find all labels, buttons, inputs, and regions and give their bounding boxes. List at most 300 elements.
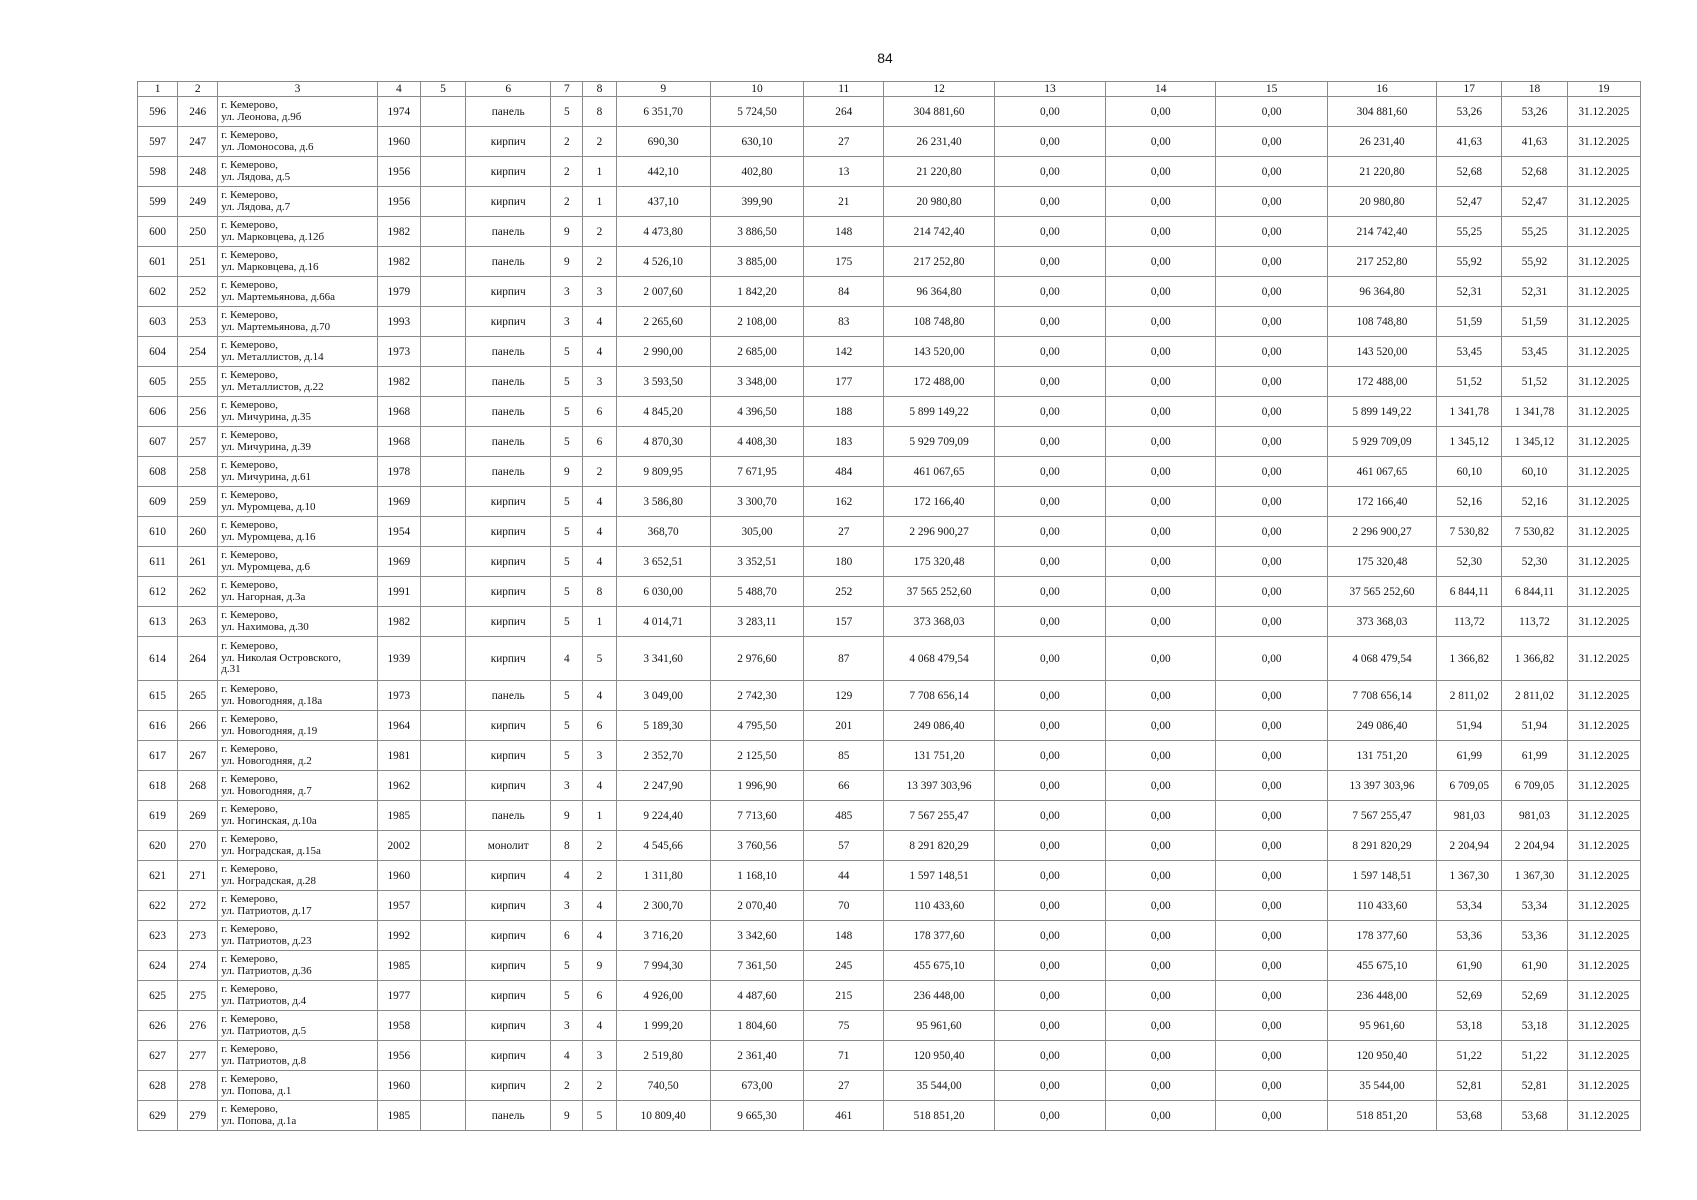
table-cell: 20 980,80 (1327, 187, 1436, 217)
address-cell: г. Кемерово, ул. Ноградская, д.28 (218, 861, 378, 891)
column-header: 15 (1216, 82, 1327, 97)
table-cell: 981,03 (1437, 801, 1502, 831)
table-cell: 31.12.2025 (1567, 397, 1640, 427)
table-cell: 0,00 (1106, 921, 1216, 951)
column-header: 16 (1327, 82, 1436, 97)
table-cell: 622 (138, 891, 178, 921)
table-cell: 0,00 (1106, 307, 1216, 337)
table-cell: 21 (804, 187, 884, 217)
table-cell: 53,68 (1437, 1101, 1502, 1131)
table-cell: 1977 (377, 981, 420, 1011)
table-cell: 2 204,94 (1502, 831, 1567, 861)
table-cell: 1 311,80 (616, 861, 710, 891)
table-cell: 31.12.2025 (1567, 741, 1640, 771)
table-cell: 2 (551, 157, 583, 187)
table-cell: 4 845,20 (616, 397, 710, 427)
table-row (138, 397, 1641, 427)
table-cell: 2 (551, 127, 583, 157)
table-cell: 2 125,50 (710, 741, 803, 771)
table-cell: 270 (178, 831, 218, 861)
table-cell: 4 (583, 517, 616, 547)
table-cell: 9 (551, 801, 583, 831)
table-cell: 27 (804, 517, 884, 547)
table-cell: 0,00 (1216, 397, 1327, 427)
table-row (138, 307, 1641, 337)
table-row (138, 277, 1641, 307)
table-cell: 27 (804, 127, 884, 157)
table-cell: кирпич (466, 951, 551, 981)
table-cell: 621 (138, 861, 178, 891)
table-cell: 0,00 (1216, 951, 1327, 981)
table-cell (420, 277, 465, 307)
table-cell: 268 (178, 771, 218, 801)
table-cell: 4 (583, 681, 616, 711)
table-cell (420, 951, 465, 981)
table-cell: 31.12.2025 (1567, 187, 1640, 217)
address-cell: г. Кемерово, ул. Муромцева, д.16 (218, 517, 378, 547)
table-cell: 1968 (377, 427, 420, 457)
table-row (138, 517, 1641, 547)
table-cell: панель (466, 457, 551, 487)
column-header: 8 (583, 82, 616, 97)
table-cell: 2 976,60 (710, 637, 803, 681)
table-cell: 108 748,80 (884, 307, 994, 337)
table-cell: 3 348,00 (710, 367, 803, 397)
table-cell: 96 364,80 (884, 277, 994, 307)
column-header: 7 (551, 82, 583, 97)
table-cell: 0,00 (1216, 921, 1327, 951)
table-cell: 53,36 (1437, 921, 1502, 951)
table-cell: 247 (178, 127, 218, 157)
table-cell: 0,00 (1106, 637, 1216, 681)
table-cell: 1981 (377, 741, 420, 771)
table-cell: 214 742,40 (1327, 217, 1436, 247)
table-cell: 4 (551, 861, 583, 891)
table-cell: панель (466, 97, 551, 127)
table-cell: 178 377,60 (1327, 921, 1436, 951)
table-cell: 21 220,80 (1327, 157, 1436, 187)
table-cell: 53,26 (1502, 97, 1567, 127)
table-cell: 249 (178, 187, 218, 217)
table-cell: 249 086,40 (884, 711, 994, 741)
address-cell: г. Кемерово, ул. Мартемьянова, д.70 (218, 307, 378, 337)
table-cell (420, 831, 465, 861)
table-cell: 604 (138, 337, 178, 367)
table-cell: 596 (138, 97, 178, 127)
table-cell: 1 597 148,51 (884, 861, 994, 891)
table-row (138, 97, 1641, 127)
table-cell: 9 224,40 (616, 801, 710, 831)
address-cell: г. Кемерово, ул. Мартемьянова, д.66а (218, 277, 378, 307)
table-cell: 5 (551, 607, 583, 637)
table-cell: 1969 (377, 547, 420, 577)
table-cell: 177 (804, 367, 884, 397)
table-cell: 52,31 (1502, 277, 1567, 307)
table-cell: 275 (178, 981, 218, 1011)
table-cell: 0,00 (994, 741, 1105, 771)
table-row (138, 547, 1641, 577)
table-cell (420, 607, 465, 637)
table-cell: монолит (466, 831, 551, 861)
table-cell (420, 367, 465, 397)
table-cell: 13 (804, 157, 884, 187)
table-cell: 52,69 (1502, 981, 1567, 1011)
table-cell: 461 067,65 (884, 457, 994, 487)
table-cell (420, 247, 465, 277)
table-cell: 66 (804, 771, 884, 801)
table-cell: 8 (551, 831, 583, 861)
table-cell: 5 488,70 (710, 577, 803, 607)
table-cell: 4 396,50 (710, 397, 803, 427)
table-cell: 613 (138, 607, 178, 637)
address-cell: г. Кемерово, ул. Мичурина, д.35 (218, 397, 378, 427)
table-cell: панель (466, 397, 551, 427)
table-cell: 455 675,10 (884, 951, 994, 981)
table-cell: 3 300,70 (710, 487, 803, 517)
table-cell: 279 (178, 1101, 218, 1131)
table-cell: 277 (178, 1041, 218, 1071)
table-cell: 3 341,60 (616, 637, 710, 681)
table-cell: 0,00 (994, 427, 1105, 457)
table-cell: 8 (583, 97, 616, 127)
table-cell: 2 (583, 127, 616, 157)
table-cell: 31.12.2025 (1567, 127, 1640, 157)
table-cell: 0,00 (1106, 427, 1216, 457)
table-cell: 611 (138, 547, 178, 577)
column-header: 13 (994, 82, 1105, 97)
column-header: 9 (616, 82, 710, 97)
table-cell: кирпич (466, 157, 551, 187)
table-cell (420, 637, 465, 681)
table-cell: 55,92 (1502, 247, 1567, 277)
table-cell: 1968 (377, 397, 420, 427)
column-number-header-row (138, 82, 1641, 97)
table-cell: 31.12.2025 (1567, 891, 1640, 921)
table-cell: 0,00 (1216, 97, 1327, 127)
table-cell: 6 709,05 (1437, 771, 1502, 801)
table-cell (420, 547, 465, 577)
table-cell: 260 (178, 517, 218, 547)
table-cell: 0,00 (1216, 981, 1327, 1011)
table-cell: 1992 (377, 921, 420, 951)
table-cell: 57 (804, 831, 884, 861)
table-cell: 52,31 (1437, 277, 1502, 307)
table-cell: 2 247,90 (616, 771, 710, 801)
table-cell: 597 (138, 127, 178, 157)
table-cell: 2 (583, 247, 616, 277)
table-cell: 4 068 479,54 (1327, 637, 1436, 681)
table-cell: 5 724,50 (710, 97, 803, 127)
table-cell: кирпич (466, 187, 551, 217)
address-cell: г. Кемерово, ул. Марковцева, д.12б (218, 217, 378, 247)
table-cell: 31.12.2025 (1567, 637, 1640, 681)
table-cell: 3 593,50 (616, 367, 710, 397)
table-cell: 3 (551, 307, 583, 337)
table-cell: 1 366,82 (1437, 637, 1502, 681)
table-cell: 5 (551, 681, 583, 711)
table-cell: 0,00 (994, 1071, 1105, 1101)
table-cell: 0,00 (994, 337, 1105, 367)
table-cell: 35 544,00 (884, 1071, 994, 1101)
table-cell: 1954 (377, 517, 420, 547)
table-row (138, 1071, 1641, 1101)
table-cell: 60,10 (1502, 457, 1567, 487)
table-cell: 0,00 (1216, 1011, 1327, 1041)
table-cell: 484 (804, 457, 884, 487)
table-cell: 10 809,40 (616, 1101, 710, 1131)
table-cell: 9 809,95 (616, 457, 710, 487)
table-cell: 1962 (377, 771, 420, 801)
table-row (138, 1101, 1641, 1131)
table-cell: 0,00 (1106, 711, 1216, 741)
table-cell: 623 (138, 921, 178, 951)
table-cell: 2 296 900,27 (1327, 517, 1436, 547)
table-cell: 113,72 (1502, 607, 1567, 637)
table-cell: 461 (804, 1101, 884, 1131)
table-cell: 7 530,82 (1437, 517, 1502, 547)
table-cell: 84 (804, 277, 884, 307)
table-cell: кирпич (466, 637, 551, 681)
table-cell: 31.12.2025 (1567, 607, 1640, 637)
table-cell (420, 711, 465, 741)
table-row (138, 577, 1641, 607)
table-cell: кирпич (466, 307, 551, 337)
table-cell: 0,00 (1216, 337, 1327, 367)
table-cell (420, 457, 465, 487)
table-cell: 2 (583, 831, 616, 861)
table-cell (420, 337, 465, 367)
table-cell (420, 891, 465, 921)
table-cell: 602 (138, 277, 178, 307)
table-cell: 9 (551, 1101, 583, 1131)
table-cell: 55,25 (1437, 217, 1502, 247)
table-cell: 5 (551, 951, 583, 981)
table-row (138, 367, 1641, 397)
housing-register-table (137, 81, 1641, 1131)
table-cell: 0,00 (1216, 1041, 1327, 1071)
table-cell: 4 870,30 (616, 427, 710, 457)
table-cell: 110 433,60 (884, 891, 994, 921)
table-cell: 1 345,12 (1437, 427, 1502, 457)
table-cell: 1 168,10 (710, 861, 803, 891)
table-cell: 143 520,00 (884, 337, 994, 367)
table-cell: 4 (583, 487, 616, 517)
table-cell (420, 127, 465, 157)
table-cell (420, 427, 465, 457)
table-cell: 1 (583, 187, 616, 217)
table-cell: 274 (178, 951, 218, 981)
table-cell: 0,00 (1216, 517, 1327, 547)
table-row (138, 951, 1641, 981)
table-cell (420, 801, 465, 831)
table-cell: 3 342,60 (710, 921, 803, 951)
table-cell: 7 361,50 (710, 951, 803, 981)
table-cell: 13 397 303,96 (1327, 771, 1436, 801)
table-cell: панель (466, 1101, 551, 1131)
table-cell: 3 049,00 (616, 681, 710, 711)
table-cell: 0,00 (994, 921, 1105, 951)
table-cell: 2 742,30 (710, 681, 803, 711)
table-cell: 619 (138, 801, 178, 831)
table-cell: 120 950,40 (1327, 1041, 1436, 1071)
table-cell: 3 (551, 277, 583, 307)
table-cell: кирпич (466, 517, 551, 547)
table-cell: 3 886,50 (710, 217, 803, 247)
table-cell: 51,52 (1437, 367, 1502, 397)
table-cell: 1 341,78 (1437, 397, 1502, 427)
table-cell: 0,00 (994, 577, 1105, 607)
table-cell: 0,00 (1106, 771, 1216, 801)
table-cell: 55,92 (1437, 247, 1502, 277)
table-row (138, 831, 1641, 861)
table-cell: 53,45 (1437, 337, 1502, 367)
table-cell: 131 751,20 (884, 741, 994, 771)
table-cell: 175 320,48 (884, 547, 994, 577)
table-cell: 6 (583, 427, 616, 457)
table-cell: 31.12.2025 (1567, 951, 1640, 981)
table-cell: 249 086,40 (1327, 711, 1436, 741)
table-cell: 4 014,71 (616, 607, 710, 637)
table-cell: 0,00 (994, 127, 1105, 157)
address-cell: г. Кемерово, ул. Муромцева, д.10 (218, 487, 378, 517)
table-cell: 7 567 255,47 (1327, 801, 1436, 831)
table-cell: 6 (583, 981, 616, 1011)
table-cell: 0,00 (1216, 547, 1327, 577)
table-cell: 253 (178, 307, 218, 337)
table-cell (420, 97, 465, 127)
column-header: 2 (178, 82, 218, 97)
table-cell: 1969 (377, 487, 420, 517)
table-cell: 215 (804, 981, 884, 1011)
table-cell: 0,00 (1106, 861, 1216, 891)
table-cell: 5 899 149,22 (1327, 397, 1436, 427)
table-cell: 8 (583, 577, 616, 607)
table-cell: 2002 (377, 831, 420, 861)
table-cell: 0,00 (1216, 187, 1327, 217)
table-cell: 5 (583, 1101, 616, 1131)
table-cell: 31.12.2025 (1567, 97, 1640, 127)
table-cell: 1 341,78 (1502, 397, 1567, 427)
table-cell: кирпич (466, 277, 551, 307)
table-row (138, 157, 1641, 187)
table-cell: 108 748,80 (1327, 307, 1436, 337)
table-cell: 7 994,30 (616, 951, 710, 981)
table-cell (420, 741, 465, 771)
table-cell: 0,00 (1216, 831, 1327, 861)
table-cell: 4 (551, 1041, 583, 1071)
table-cell: 254 (178, 337, 218, 367)
table-cell: 1957 (377, 891, 420, 921)
table-cell: 2 361,40 (710, 1041, 803, 1071)
table-row (138, 1011, 1641, 1041)
table-cell: 455 675,10 (1327, 951, 1436, 981)
address-cell: г. Кемерово, ул. Николая Островского, д.31 (218, 637, 378, 681)
table-cell (420, 157, 465, 187)
table-cell: 0,00 (1106, 487, 1216, 517)
table-cell: 31.12.2025 (1567, 487, 1640, 517)
table-cell: 1982 (377, 217, 420, 247)
table-cell: 52,30 (1502, 547, 1567, 577)
table-cell: 402,80 (710, 157, 803, 187)
table-cell (420, 981, 465, 1011)
table-cell: 1956 (377, 157, 420, 187)
column-header: 12 (884, 82, 994, 97)
table-cell (420, 771, 465, 801)
table-cell (420, 577, 465, 607)
table-cell: 148 (804, 921, 884, 951)
table-cell: 157 (804, 607, 884, 637)
table-cell: 3 586,80 (616, 487, 710, 517)
table-cell: 2 007,60 (616, 277, 710, 307)
table-cell: панель (466, 217, 551, 247)
table-cell: 0,00 (994, 457, 1105, 487)
table-cell: 251 (178, 247, 218, 277)
table-cell: 272 (178, 891, 218, 921)
table-cell: 75 (804, 1011, 884, 1041)
table-cell: 1939 (377, 637, 420, 681)
table-cell: 96 364,80 (1327, 277, 1436, 307)
table-cell: 51,59 (1437, 307, 1502, 337)
table-cell: 0,00 (1216, 1071, 1327, 1101)
table-row (138, 427, 1641, 457)
table-cell: 31.12.2025 (1567, 771, 1640, 801)
table-cell: 0,00 (1216, 217, 1327, 247)
address-cell: г. Кемерово, ул. Патриотов, д.8 (218, 1041, 378, 1071)
table-cell: 266 (178, 711, 218, 741)
table-cell: 0,00 (994, 517, 1105, 547)
table-cell: 52,47 (1437, 187, 1502, 217)
table-cell: кирпич (466, 487, 551, 517)
table-body (138, 97, 1641, 1131)
table-cell: 4 (583, 337, 616, 367)
table-row (138, 981, 1641, 1011)
table-cell: 3 (583, 277, 616, 307)
table-cell: 21 220,80 (884, 157, 994, 187)
table-cell: 4 545,66 (616, 831, 710, 861)
table-cell: 142 (804, 337, 884, 367)
table-cell: 0,00 (994, 861, 1105, 891)
table-cell: 0,00 (1106, 1071, 1216, 1101)
table-cell: 52,68 (1502, 157, 1567, 187)
table-cell: 624 (138, 951, 178, 981)
table-cell: 485 (804, 801, 884, 831)
table-cell: 162 (804, 487, 884, 517)
table-cell: 0,00 (994, 711, 1105, 741)
table-cell: 31.12.2025 (1567, 337, 1640, 367)
table-cell: 1 (583, 157, 616, 187)
table-row (138, 681, 1641, 711)
table-cell: 8 291 820,29 (884, 831, 994, 861)
table-cell: панель (466, 427, 551, 457)
table-cell: 172 166,40 (1327, 487, 1436, 517)
table-cell: 3 885,00 (710, 247, 803, 277)
table-cell: 1 367,30 (1437, 861, 1502, 891)
table-cell: 5 (551, 97, 583, 127)
table-cell: 0,00 (1216, 607, 1327, 637)
address-cell: г. Кемерово, ул. Патриотов, д.36 (218, 951, 378, 981)
table-cell: 83 (804, 307, 884, 337)
table-cell: 0,00 (1216, 637, 1327, 681)
table-cell: 52,81 (1437, 1071, 1502, 1101)
address-cell: г. Кемерово, ул. Металлистов, д.14 (218, 337, 378, 367)
table-cell: 0,00 (1216, 741, 1327, 771)
table-cell: 3 (551, 771, 583, 801)
table-cell: кирпич (466, 981, 551, 1011)
table-row (138, 771, 1641, 801)
table-cell: 1 842,20 (710, 277, 803, 307)
table-cell: 264 (178, 637, 218, 681)
table-cell: 3 (583, 1041, 616, 1071)
